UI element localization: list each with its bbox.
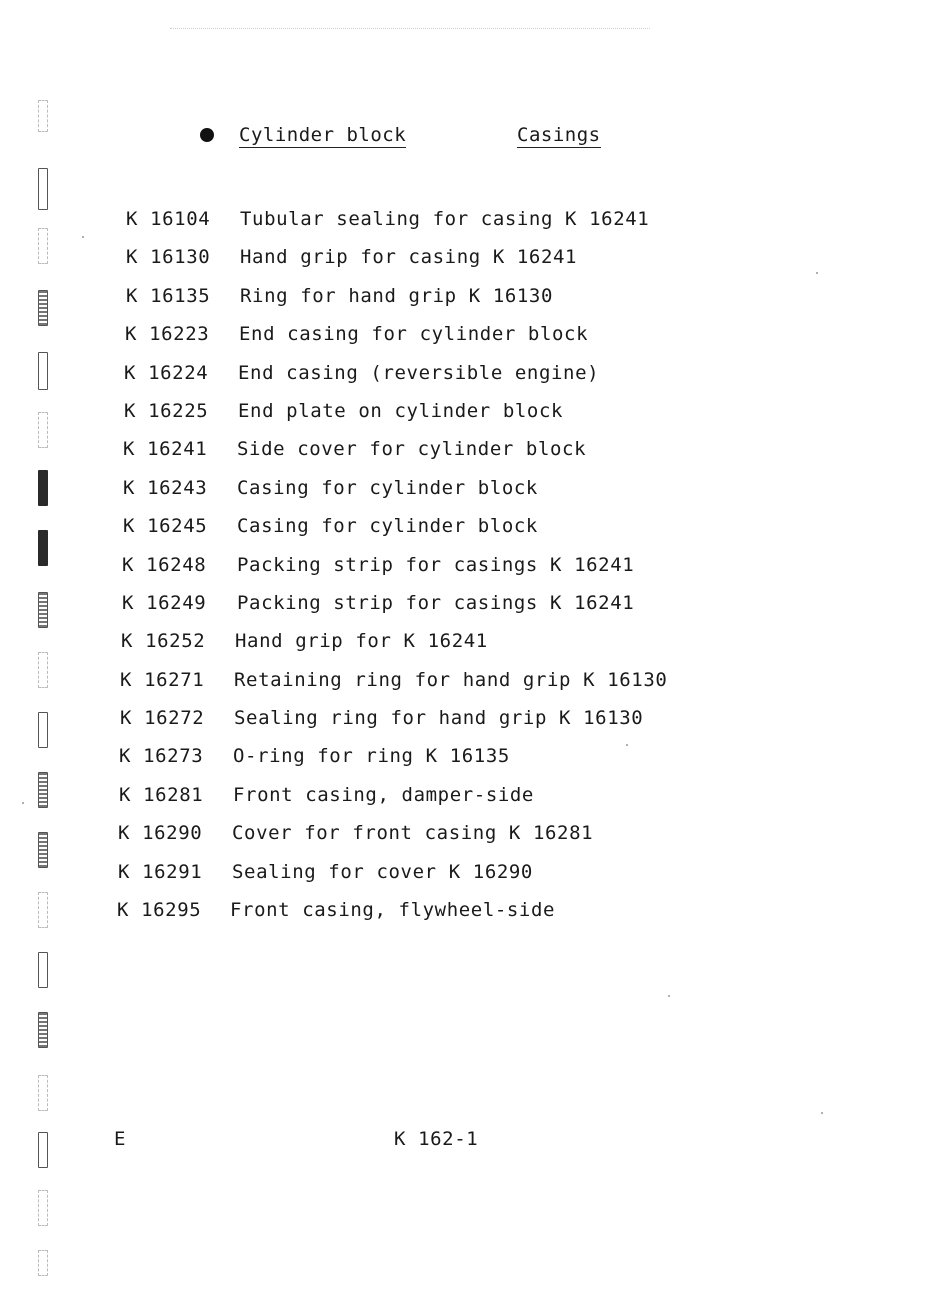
part-description: Casing for cylinder block xyxy=(237,476,538,499)
binding-mark xyxy=(38,952,48,988)
part-description: Hand grip for casing K 16241 xyxy=(240,246,578,269)
binding-mark xyxy=(38,1132,48,1168)
part-description: Ring for hand grip K 16130 xyxy=(240,284,554,307)
part-code: K 16281 xyxy=(119,783,204,806)
part-code: K 16241 xyxy=(123,438,208,461)
binding-mark xyxy=(38,1190,48,1226)
scan-speck xyxy=(22,802,24,804)
footer-page-id: K 162-1 xyxy=(394,1128,479,1150)
section-header xyxy=(0,124,933,154)
part-description: Side cover for cylinder block xyxy=(237,438,587,461)
list-item xyxy=(0,626,933,664)
part-code: K 16295 xyxy=(117,899,202,922)
part-code: K 16224 xyxy=(124,361,209,384)
binding-mark xyxy=(38,1012,48,1048)
header-title: Cylinder block xyxy=(239,124,407,146)
list-item xyxy=(0,780,933,818)
list-item xyxy=(0,550,933,588)
list-item xyxy=(0,703,933,741)
list-item xyxy=(0,818,933,856)
part-code: K 16290 xyxy=(118,822,203,845)
part-description: Front casing, damper-side xyxy=(233,783,534,806)
list-item xyxy=(0,511,933,549)
part-description: Retaining ring for hand grip K 16130 xyxy=(234,668,668,691)
bullet-icon xyxy=(200,128,214,142)
scan-speck xyxy=(668,995,670,997)
list-item xyxy=(0,588,933,626)
part-description: Hand grip for K 16241 xyxy=(235,630,488,653)
list-item xyxy=(0,242,933,280)
list-item xyxy=(0,434,933,472)
part-description: Casing for cylinder block xyxy=(237,515,538,538)
parts-list xyxy=(0,204,933,933)
part-code: K 16273 xyxy=(119,745,204,768)
part-code: K 16223 xyxy=(125,323,210,346)
part-description: End plate on cylinder block xyxy=(238,399,564,422)
footer-language: E xyxy=(114,1128,126,1150)
part-description: Cover for front casing K 16281 xyxy=(232,822,594,845)
part-code: K 16271 xyxy=(120,668,205,691)
scan-speck xyxy=(821,1112,823,1114)
part-description: Packing strip for casings K 16241 xyxy=(237,553,635,576)
binding-mark xyxy=(38,1250,48,1276)
part-code: K 16225 xyxy=(124,399,209,422)
part-description: Packing strip for casings K 16241 xyxy=(237,591,635,614)
list-item xyxy=(0,741,933,779)
part-code: K 16249 xyxy=(122,591,207,614)
part-description: End casing for cylinder block xyxy=(239,323,589,346)
list-item xyxy=(0,358,933,396)
part-code: K 16245 xyxy=(123,515,208,538)
part-code: K 16104 xyxy=(126,208,211,230)
part-description: End casing (reversible engine) xyxy=(238,361,600,384)
list-item xyxy=(0,665,933,703)
part-description: Tubular sealing for casing K 16241 xyxy=(240,208,650,230)
list-item xyxy=(0,281,933,319)
part-code: K 16272 xyxy=(120,707,205,730)
part-code: K 16291 xyxy=(118,860,203,883)
list-item xyxy=(0,204,933,242)
part-description: Sealing for cover K 16290 xyxy=(232,860,533,883)
part-description: Front casing, flywheel-side xyxy=(230,899,556,922)
scan-speck xyxy=(82,236,84,238)
part-code: K 16248 xyxy=(122,553,207,576)
part-code: K 16252 xyxy=(121,630,206,653)
part-code: K 16135 xyxy=(126,284,211,307)
list-item xyxy=(0,473,933,511)
list-item xyxy=(0,895,933,933)
header-section: Casings xyxy=(517,124,601,146)
part-description: O-ring for ring K 16135 xyxy=(233,745,510,768)
scan-artifact-top xyxy=(170,28,650,29)
list-item xyxy=(0,396,933,434)
scan-speck xyxy=(816,272,818,274)
scan-speck xyxy=(626,744,628,746)
binding-mark xyxy=(38,1075,48,1111)
part-description: Sealing ring for hand grip K 16130 xyxy=(234,707,644,730)
list-item xyxy=(0,319,933,357)
part-code: K 16243 xyxy=(123,476,208,499)
part-code: K 16130 xyxy=(126,246,211,269)
list-item xyxy=(0,857,933,895)
